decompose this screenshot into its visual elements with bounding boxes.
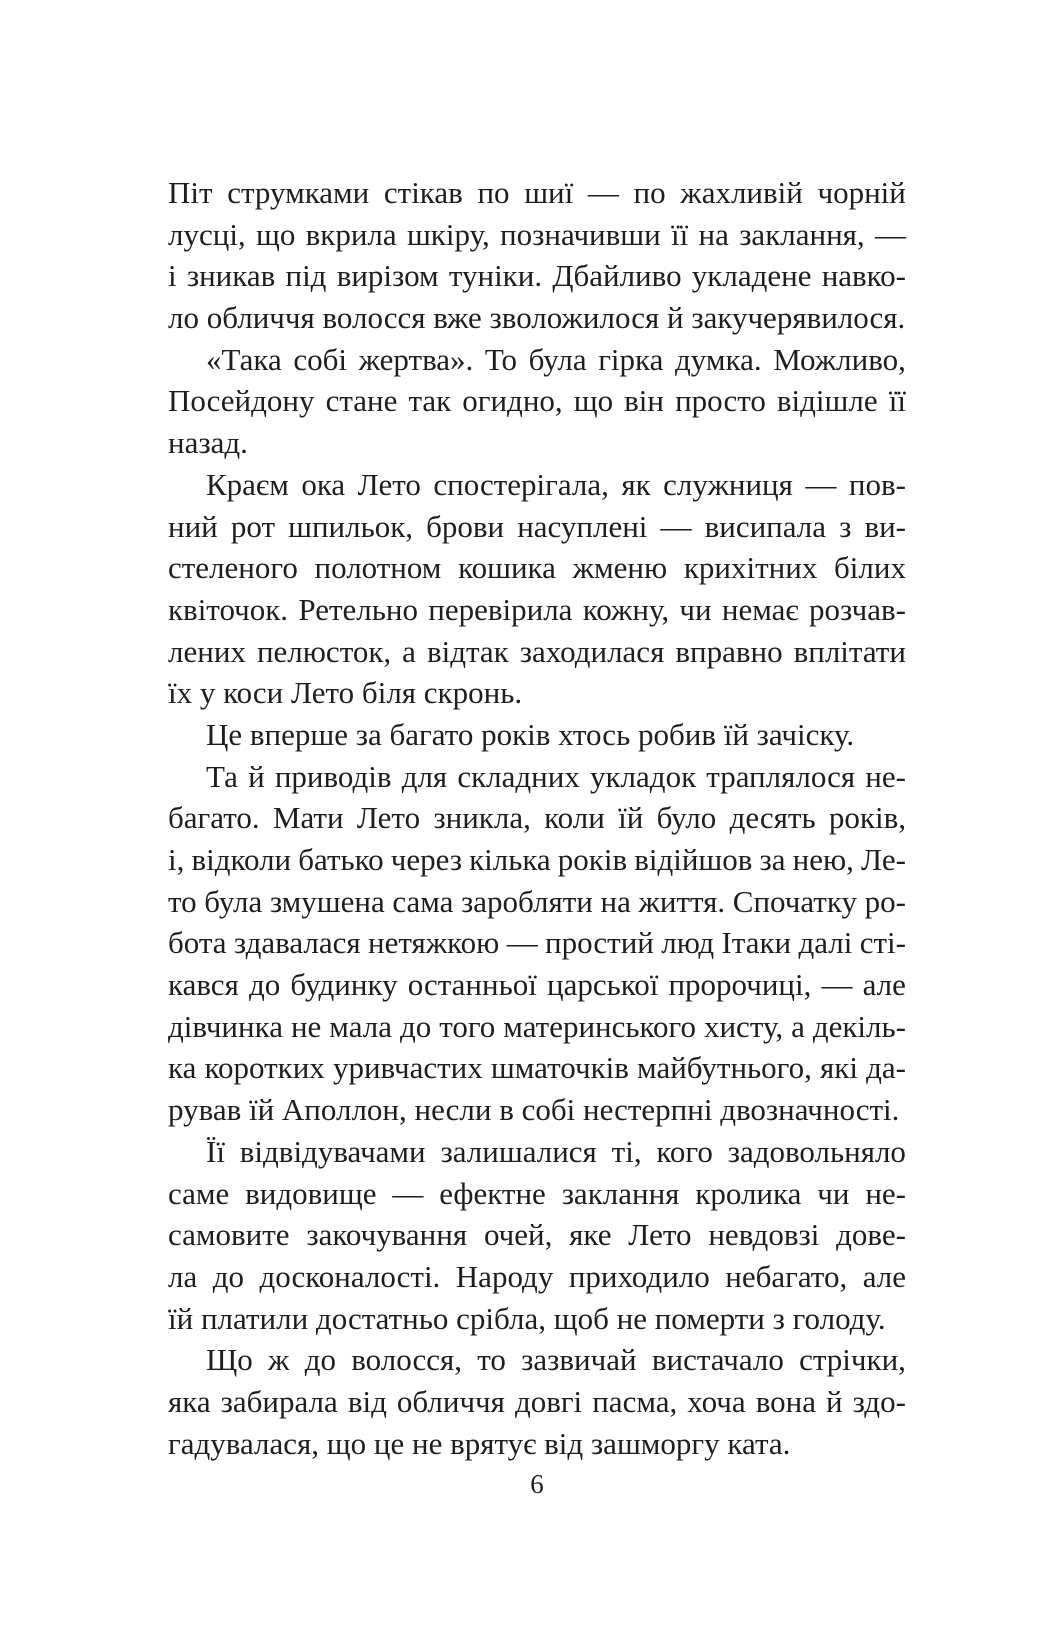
text-line: [168, 380, 906, 422]
text-line: [168, 839, 906, 881]
text-line: [168, 589, 906, 631]
text-line: [168, 255, 906, 297]
word: десять: [729, 800, 816, 836]
word: відтак: [426, 633, 509, 669]
word: її: [888, 383, 906, 419]
word: ро-: [864, 883, 906, 919]
word: не-: [865, 758, 906, 794]
word: під: [285, 258, 327, 294]
word: далі: [798, 925, 853, 961]
word: будинку: [290, 967, 398, 1003]
paragraph: [168, 756, 906, 1131]
word: туніки.: [448, 258, 543, 294]
word: їй: [618, 800, 644, 836]
word: на: [600, 883, 631, 919]
text-block: [168, 172, 906, 1464]
text-line: рував їй Аполлон, несли в собі нестерпні двозначності.: [168, 1092, 900, 1128]
word: —: [805, 466, 837, 502]
word: квіточок.: [168, 591, 289, 627]
word: укладене: [691, 258, 812, 294]
word: пророчиці,: [668, 967, 812, 1003]
word: Спочатку: [732, 883, 857, 919]
word: Ретельно: [298, 591, 418, 627]
text-line: [168, 631, 906, 673]
word: була: [528, 341, 587, 377]
word: залишалися: [440, 1133, 597, 1169]
word: приводів: [274, 758, 392, 794]
word: —: [874, 216, 906, 252]
word: заклання,: [739, 216, 865, 252]
word: багато.: [168, 800, 260, 836]
word: —: [821, 967, 853, 1003]
word: «Така: [206, 341, 282, 377]
word: струмками: [227, 175, 370, 210]
paragraph: [168, 1339, 906, 1464]
word: то: [477, 1342, 506, 1378]
word: сама: [392, 883, 454, 919]
word: немає: [721, 591, 799, 627]
word: Ле-: [861, 842, 906, 877]
word: ви-: [864, 508, 906, 544]
word: гірка: [598, 341, 664, 377]
word: задовольняло: [727, 1133, 906, 1169]
word: стікав: [383, 175, 463, 210]
word: Лето: [356, 800, 421, 836]
word: її: [671, 216, 689, 252]
word: перевірила: [428, 591, 573, 627]
text-line: [168, 1131, 906, 1173]
word: довгі: [514, 1383, 583, 1419]
word: по: [633, 175, 666, 210]
word: вирізом: [336, 258, 439, 294]
word: служниця: [663, 466, 793, 502]
word: як: [621, 466, 651, 502]
word: люд: [661, 925, 715, 961]
word: років,: [828, 800, 906, 836]
word: від: [347, 1383, 387, 1419]
word: саме: [168, 1175, 230, 1211]
word: Мати: [272, 800, 344, 836]
word: насуплені: [517, 508, 648, 544]
text-line: [168, 1006, 906, 1048]
word: не-: [865, 1175, 906, 1211]
word: хисту,: [703, 1008, 784, 1044]
word: ті,: [611, 1133, 642, 1169]
paragraph: [168, 464, 906, 714]
word: білих: [834, 550, 906, 586]
word: спостерігала,: [433, 466, 609, 502]
word: кілька: [469, 842, 551, 877]
text-line: [168, 339, 906, 381]
word: Дбайливо: [552, 258, 682, 294]
word: а: [791, 1008, 805, 1044]
word: волосся,: [351, 1342, 463, 1378]
word: і: [168, 258, 177, 294]
word: заробляти: [461, 883, 593, 919]
word: і,: [168, 842, 185, 877]
text-line: [168, 881, 906, 923]
word: через: [390, 842, 462, 877]
word: Та: [206, 758, 238, 794]
text-line: назад.: [168, 425, 248, 461]
word: то: [168, 883, 197, 919]
word: огидно,: [462, 383, 563, 419]
word: стане: [325, 383, 398, 419]
word: вона: [755, 1383, 816, 1419]
word: вправно: [675, 633, 783, 669]
word: да-: [866, 1050, 906, 1086]
word: так: [408, 383, 452, 419]
word: Піт: [168, 175, 213, 210]
paragraph: [168, 172, 906, 339]
word: пов-: [848, 466, 906, 502]
word: брови: [426, 508, 505, 544]
text-line: Це вперше за багато років хтось робив їй зачіску.: [206, 716, 855, 752]
word: вистачало: [651, 1342, 784, 1378]
word: нею,: [792, 842, 854, 877]
word: кався: [168, 967, 239, 1003]
word: але: [862, 967, 906, 1003]
word: Її: [206, 1133, 225, 1169]
word: було: [656, 800, 717, 836]
paragraph: [168, 339, 906, 464]
text-line: [168, 797, 906, 839]
text-line: їх у коси Лето біля скронь.: [168, 675, 523, 711]
text-line: [168, 1381, 906, 1423]
word: мала: [329, 1008, 392, 1044]
text-line: [168, 1173, 906, 1215]
word: відійшов: [634, 842, 753, 877]
word: до: [399, 1008, 432, 1044]
word: дове-: [836, 1217, 906, 1253]
word: —: [660, 508, 692, 544]
word: останньої: [407, 967, 537, 1003]
word: зникав: [186, 258, 276, 294]
word: зникла,: [433, 800, 531, 836]
text-line: [168, 756, 906, 798]
word: сті-: [859, 925, 906, 961]
word: коли: [544, 800, 605, 836]
word: які: [820, 1050, 858, 1086]
word: Краєм: [206, 466, 289, 502]
word: стрічки,: [799, 1342, 906, 1378]
word: відколи: [191, 842, 292, 877]
word: пасма,: [592, 1383, 678, 1419]
word: він: [624, 383, 665, 419]
word: жахливій: [680, 175, 803, 210]
word: шиї: [524, 175, 574, 210]
word: дівчинка: [168, 1008, 283, 1044]
word: кошика: [458, 550, 556, 586]
text-line: [168, 922, 906, 964]
word: з: [839, 508, 852, 544]
text-line: їй платили достатньо срібла, щоб не померти з голоду.: [168, 1300, 886, 1336]
word: а: [402, 633, 416, 669]
text-line: [168, 1047, 906, 1089]
word: забирала: [220, 1383, 338, 1419]
word: ка: [168, 1050, 197, 1086]
word: полотном: [314, 550, 442, 586]
word: за: [759, 842, 786, 877]
word: до: [248, 967, 281, 1003]
word: ла: [168, 1258, 198, 1294]
word: нетяжкою: [368, 925, 500, 961]
word: Лето: [628, 1217, 692, 1253]
text-line: гадувалася, що це не врятує від зашморгу ката.: [168, 1425, 791, 1461]
text-line: [168, 1256, 906, 1298]
word: заходилася: [519, 633, 665, 669]
word: лусці,: [168, 216, 246, 252]
word: кролика: [695, 1175, 802, 1211]
word: очей,: [483, 1217, 553, 1253]
word: собі: [293, 341, 348, 377]
word: позначивши: [500, 216, 661, 252]
word: заклання: [561, 1175, 680, 1211]
word: Посейдону: [168, 383, 315, 419]
word: Лето: [357, 466, 421, 502]
word: царської: [546, 967, 659, 1003]
word: небагато,: [725, 1258, 848, 1294]
word: хоча: [687, 1383, 746, 1419]
word: яка: [168, 1383, 211, 1419]
text-line: ло обличчя волосся вже зволожилося й закучерявилося.: [168, 300, 906, 336]
word: ефектне: [439, 1175, 546, 1211]
word: здавалася: [233, 925, 361, 961]
word: рот: [230, 508, 275, 544]
word: років: [557, 842, 628, 877]
paragraph: [168, 1131, 906, 1339]
word: батько: [298, 842, 384, 877]
word: ж: [268, 1342, 290, 1378]
word: думка.: [675, 341, 762, 377]
word: коротких: [204, 1050, 325, 1086]
text-line: [168, 547, 906, 589]
text-line: [168, 1214, 906, 1256]
word: траплялося: [706, 758, 856, 794]
word: чорній: [817, 175, 906, 210]
text-line: [168, 464, 906, 506]
text-line: [168, 506, 906, 548]
word: чи: [817, 1175, 850, 1211]
word: бота: [168, 925, 227, 961]
word: до: [212, 1258, 244, 1294]
word: здо-: [852, 1383, 906, 1419]
word: шпильок,: [288, 508, 414, 544]
word: змушена: [269, 883, 385, 919]
word: пелюсток,: [256, 633, 392, 669]
word: Можливо,: [773, 341, 906, 377]
page-number: 6: [530, 1469, 544, 1499]
word: до: [304, 1342, 336, 1378]
word: укладок: [590, 758, 697, 794]
word: й: [248, 758, 265, 794]
word: життя.: [638, 883, 726, 919]
word: розчав-: [809, 591, 906, 627]
word: лених: [168, 633, 246, 669]
word: навко-: [821, 258, 906, 294]
word: кого: [656, 1133, 713, 1169]
word: —: [587, 175, 619, 210]
paragraph: [168, 714, 906, 756]
word: але: [862, 1258, 906, 1294]
word: приходило: [568, 1258, 710, 1294]
word: вкрила: [305, 216, 397, 252]
word: кожну,: [582, 591, 670, 627]
word: на: [698, 216, 729, 252]
word: вплітати: [793, 633, 906, 669]
word: То: [484, 341, 518, 377]
text-line: [168, 172, 906, 214]
word: висипала: [704, 508, 827, 544]
word: крихітних: [683, 550, 818, 586]
word: того: [439, 1008, 496, 1044]
word: жертва».: [358, 341, 474, 377]
word: жменю: [572, 550, 668, 586]
word: що: [255, 216, 296, 252]
word: —: [506, 925, 538, 961]
word: по: [477, 175, 510, 210]
word: що: [573, 383, 614, 419]
word: декіль-: [812, 1008, 906, 1044]
word: не: [290, 1008, 322, 1044]
word: стеленого: [168, 550, 298, 586]
word: яке: [569, 1217, 612, 1253]
word: простий: [545, 925, 654, 961]
word: уривчастих: [332, 1050, 483, 1086]
word: материнського: [503, 1008, 696, 1044]
word: просто: [675, 383, 766, 419]
word: обличчя: [396, 1383, 505, 1419]
word: відвідувачами: [239, 1133, 426, 1169]
word: складних: [457, 758, 580, 794]
word: невдовзі: [708, 1217, 820, 1253]
text-line: [168, 1339, 906, 1381]
word: зазвичай: [521, 1342, 637, 1378]
word: й: [826, 1383, 843, 1419]
word: ний: [168, 508, 218, 544]
word: була: [204, 883, 263, 919]
word: Народу: [455, 1258, 554, 1294]
word: закочування: [306, 1217, 468, 1253]
word: видовище: [245, 1175, 377, 1211]
word: шматочків: [490, 1050, 629, 1086]
word: для: [401, 758, 448, 794]
word: майбутнього,: [637, 1050, 812, 1086]
word: Ітаки: [721, 925, 792, 961]
word: чи: [679, 591, 712, 627]
text-line: [168, 214, 906, 256]
word: ока: [301, 466, 346, 502]
word: відішле: [776, 383, 878, 419]
word: шкіру,: [406, 216, 490, 252]
word: —: [392, 1175, 424, 1211]
word: Що: [206, 1342, 253, 1378]
word: досконалості.: [259, 1258, 441, 1294]
word: самовите: [168, 1217, 290, 1253]
text-line: [168, 964, 906, 1006]
